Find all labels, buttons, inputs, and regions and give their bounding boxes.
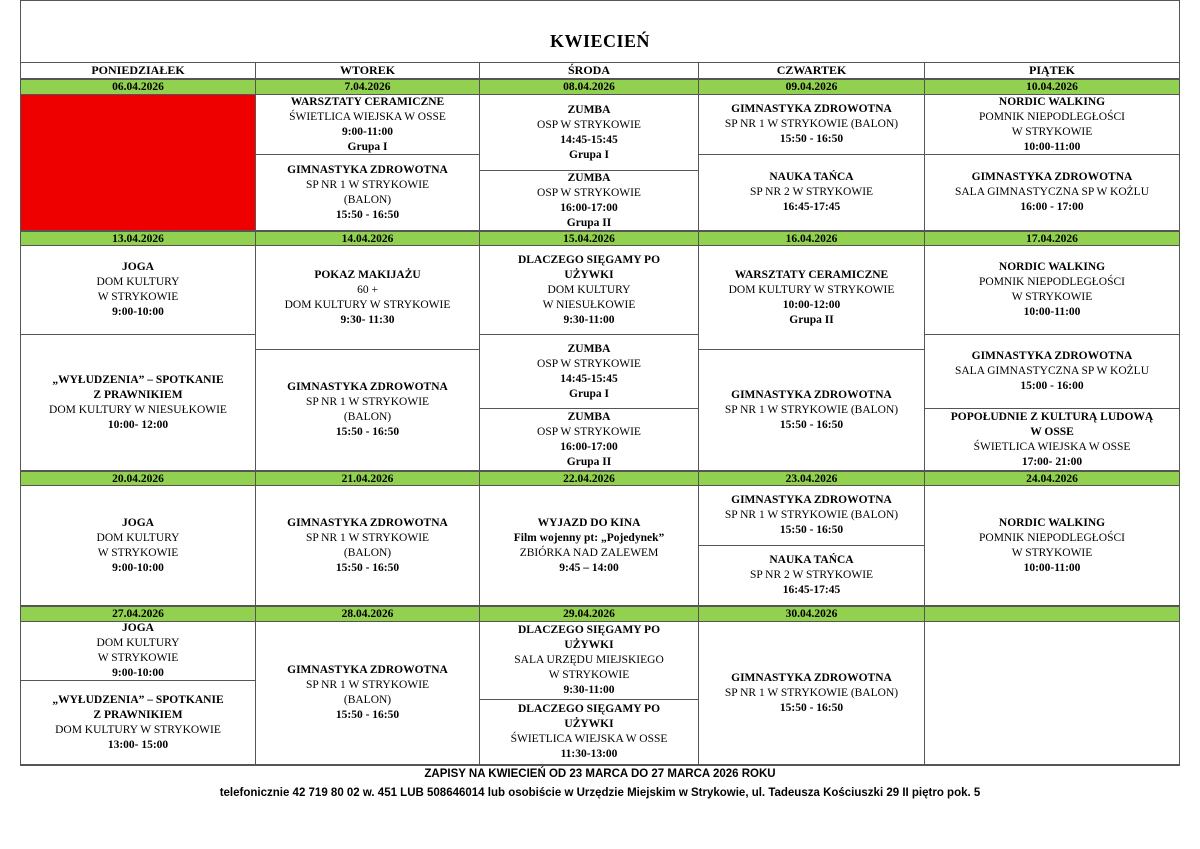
event-title: NORDIC WALKING (998, 95, 1106, 108)
event-group: Grupa II (566, 455, 612, 468)
event-title: ZUMBA (567, 410, 611, 423)
day-header-wednesday: ŚRODA (480, 63, 699, 79)
event-cell (699, 486, 925, 546)
event-cell (21, 246, 256, 335)
event-place-line2: W STRYKOWIE (1011, 546, 1093, 559)
date-band: 23.04.2026 (699, 471, 925, 486)
event-place: DOM KULTURY (96, 637, 180, 649)
event-place: ŚWIETLICA WIEJSKA W OSSE (510, 733, 668, 745)
event-time: 9:45 – 14:00 (559, 561, 619, 574)
event-time: 13:00- 15:00 (107, 738, 169, 751)
event-time: 14:45-15:45 (560, 372, 618, 385)
date-band: 14.04.2026 (256, 231, 480, 246)
event-time: 15:50 - 16:50 (335, 208, 400, 221)
date-band: 7.04.2026 (256, 79, 480, 95)
event-place: SP NR 1 W STRYKOWIE (305, 679, 430, 691)
event-time: 9:30- 11:30 (340, 313, 395, 326)
event-cell (925, 335, 1179, 409)
event-time: 10:00-11:00 (1023, 561, 1081, 574)
event-place: SALA GIMNASTYCZNA SP W KOŻLU (954, 365, 1150, 377)
event-title: GIMNASTYKA ZDROWOTNA (731, 103, 892, 115)
event-place: DOM KULTURY (96, 531, 180, 544)
month-title: KWIECIEŃ (21, 1, 1179, 63)
event-place-line2: DOM KULTURY W STRYKOWIE (284, 298, 451, 311)
event-time: 9:30-11:00 (563, 313, 615, 326)
contact-info: telefonicznie 42 719 80 02 w. 451 LUB 508646014 lub osobiście w Urzędzie Miejskim w Strykowie, ul. Tadeusza Kościuszki 29 II piętro pok. 5 (219, 787, 981, 799)
event-place-line2: (BALON) (343, 694, 392, 706)
event-title: GIMNASTYKA ZDROWOTNA (287, 516, 448, 529)
event-time: 15:50 - 16:50 (335, 709, 400, 721)
event-cell (699, 622, 925, 765)
event-place-line2: W NIESUŁKOWIE (542, 298, 636, 311)
date-band: 09.04.2026 (699, 79, 925, 95)
date-band: 10.04.2026 (925, 79, 1179, 95)
event-cell (480, 95, 699, 171)
event-place: SALA URZĘDU MIEJSKIEGO (514, 654, 664, 666)
event-place-line2: W STRYKOWIE (97, 546, 179, 559)
date-band: 21.04.2026 (256, 471, 480, 486)
date-band: 30.04.2026 (699, 606, 925, 622)
event-title: WYJAZD DO KINA (537, 516, 641, 529)
date-band: 15.04.2026 (480, 231, 699, 246)
event-group: Grupa I (569, 387, 609, 400)
event-title: „WYŁUDZENIA” – SPOTKANIE (52, 373, 224, 386)
event-cell (480, 486, 699, 606)
event-place: ZBIÓRKA NAD ZALEWEM (519, 546, 659, 559)
event-cell (699, 546, 925, 606)
event-time: 15:50 - 16:50 (335, 426, 400, 438)
event-place: SP NR 1 W STRYKOWIE (305, 531, 430, 544)
event-title: NAUKA TAŃCA (769, 554, 854, 566)
event-subtitle: Z PRAWNIKIEM (93, 708, 183, 721)
event-cell (480, 409, 699, 471)
event-time: 14:45-15:45 (560, 133, 618, 146)
event-cell (256, 486, 480, 606)
event-cell (480, 700, 699, 765)
event-title: NAUKA TAŃCA (769, 171, 854, 183)
event-title: DLACZEGO SIĘGAMY PO (517, 624, 661, 636)
event-time: 15:50 - 16:50 (335, 561, 400, 574)
event-time: 11:30-13:00 (560, 748, 618, 760)
event-place-line2: (BALON) (343, 193, 392, 206)
event-place-line2: W STRYKOWIE (1011, 125, 1093, 138)
event-time: 9:00-10:00 (112, 667, 164, 679)
event-cell (480, 622, 699, 700)
event-time: 17:00- 21:00 (1021, 455, 1083, 468)
date-band: 27.04.2026 (21, 606, 256, 622)
event-time: 10:00-11:00 (1023, 306, 1081, 318)
event-place: OSP W STRYKOWIE (537, 118, 641, 131)
event-time: 9:30-11:00 (563, 684, 615, 696)
event-group: Grupa II (566, 216, 612, 229)
event-cell (480, 335, 699, 409)
event-place: SP NR 1 W STRYKOWIE (BALON) (724, 118, 899, 130)
event-title: DLACZEGO SIĘGAMY PO (517, 703, 661, 715)
event-title: WARSZTATY CERAMICZNE (734, 268, 889, 281)
event-time: 15:50 - 16:50 (779, 133, 844, 145)
event-place: POMNIK NIEPODLEGŁOŚCI (979, 531, 1125, 544)
holiday-cell (21, 95, 256, 231)
event-place: SP NR 2 W STRYKOWIE (749, 186, 874, 198)
event-title: NORDIC WALKING (998, 261, 1106, 273)
event-place: SP NR 1 W STRYKOWIE (305, 396, 430, 408)
event-place: DOM KULTURY W STRYKOWIE (55, 723, 221, 736)
day-header-thursday: CZWARTEK (699, 63, 925, 79)
event-title: DLACZEGO SIĘGAMY PO (517, 253, 661, 266)
event-time: 15:50 - 16:50 (779, 418, 844, 431)
event-title: JOGA (122, 622, 154, 634)
event-cell (21, 681, 256, 765)
event-title: POPOŁUDNIE Z KULTURĄ LUDOWĄ (950, 410, 1154, 423)
event-cell (21, 486, 256, 606)
event-place: ŚWIETLICA WIEJSKA W OSSE (289, 110, 446, 123)
event-cell (699, 246, 925, 350)
schedule-sheet (20, 0, 1180, 766)
event-title: JOGA (122, 261, 154, 273)
event-place: 60 + (357, 283, 378, 296)
empty-cell (925, 622, 1179, 765)
event-subtitle: UŻYWKI (564, 268, 614, 281)
event-title: ZUMBA (567, 103, 611, 116)
event-time: 10:00-11:00 (1023, 140, 1081, 153)
event-cell (21, 335, 256, 471)
event-time: 16:00 - 17:00 (1020, 201, 1084, 213)
event-subtitle: Z PRAWNIKIEM (93, 388, 183, 401)
event-place: SP NR 2 W STRYKOWIE (749, 569, 874, 581)
event-title: GIMNASTYKA ZDROWOTNA (731, 494, 892, 506)
event-subtitle: W OSSE (1030, 425, 1074, 438)
event-cell (256, 246, 480, 350)
event-time: 16:45-17:45 (782, 584, 841, 596)
date-band: 20.04.2026 (21, 471, 256, 486)
event-place: SALA GIMNASTYCZNA SP W KOŻLU (954, 186, 1150, 198)
event-time: 9:00-11:00 (341, 125, 394, 138)
event-place: POMNIK NIEPODLEGŁOŚCI (979, 276, 1125, 288)
event-title: GIMNASTYKA ZDROWOTNA (731, 388, 892, 401)
date-band: 24.04.2026 (925, 471, 1179, 486)
date-band: 29.04.2026 (480, 606, 699, 622)
event-place: OSP W STRYKOWIE (537, 186, 641, 199)
event-place-line2: W STRYKOWIE (548, 669, 630, 681)
event-title: POKAZ MAKIJAŻU (314, 268, 421, 281)
date-band: 08.04.2026 (480, 79, 699, 95)
event-place: SP NR 1 W STRYKOWIE (BALON) (724, 686, 899, 699)
event-group: Grupa II (789, 313, 834, 326)
event-time: 9:00-10:00 (112, 306, 164, 318)
event-subtitle: UŻYWKI (564, 639, 614, 651)
registration-note: ZAPISY NA KWIECIEŃ OD 23 MARCA DO 27 MARCA 2026 ROKU (424, 768, 776, 780)
event-cell (925, 246, 1179, 335)
event-place: DOM KULTURY (96, 276, 180, 288)
event-place: POMNIK NIEPODLEGŁOŚCI (979, 110, 1125, 123)
event-title: GIMNASTYKA ZDROWOTNA (287, 163, 448, 176)
date-band: 16.04.2026 (699, 231, 925, 246)
event-time: 16:00-17:00 (560, 201, 618, 214)
event-place: OSP W STRYKOWIE (537, 425, 641, 438)
event-time: 10:00- 12:00 (107, 418, 169, 431)
event-place-line2: (BALON) (343, 546, 392, 559)
event-place-line2: W STRYKOWIE (1011, 291, 1093, 303)
event-cell (256, 350, 480, 471)
date-band: 13.04.2026 (21, 231, 256, 246)
event-cell (256, 622, 480, 765)
event-title: GIMNASTYKA ZDROWOTNA (731, 671, 892, 684)
event-cell (925, 486, 1179, 606)
event-cell (480, 171, 699, 231)
date-band: 17.04.2026 (925, 231, 1179, 246)
event-time: 9:00-10:00 (112, 561, 164, 574)
date-band: 28.04.2026 (256, 606, 480, 622)
event-group: Grupa I (569, 148, 609, 161)
event-place-line2: W STRYKOWIE (97, 291, 179, 303)
event-place: SP NR 1 W STRYKOWIE (BALON) (724, 509, 899, 521)
event-time: 16:00-17:00 (560, 440, 618, 453)
event-cell (699, 155, 925, 231)
event-cell (21, 622, 256, 681)
event-place: ŚWIETLICA WIEJSKA W OSSE (973, 440, 1131, 453)
event-place: DOM KULTURY (547, 283, 631, 296)
event-cell (925, 95, 1179, 155)
day-header-tuesday: WTOREK (256, 63, 480, 79)
event-title: GIMNASTYKA ZDROWOTNA (287, 381, 448, 393)
event-place-line2: (BALON) (343, 411, 392, 423)
event-time: 10:00-12:00 (782, 298, 841, 311)
event-title: GIMNASTYKA ZDROWOTNA (971, 350, 1133, 362)
event-time: 15:50 - 16:50 (779, 701, 844, 714)
event-place-line2: W STRYKOWIE (97, 652, 179, 664)
event-place: SP NR 1 W STRYKOWIE (305, 178, 430, 191)
event-place: SP NR 1 W STRYKOWIE (BALON) (724, 403, 899, 416)
event-title: GIMNASTYKA ZDROWOTNA (287, 664, 448, 676)
event-cell (256, 155, 480, 231)
event-cell (480, 246, 699, 335)
event-subtitle: UŻYWKI (564, 718, 614, 730)
date-band (925, 606, 1179, 622)
event-cell (699, 350, 925, 471)
event-cell (256, 95, 480, 155)
event-place: DOM KULTURY W STRYKOWIE (728, 283, 895, 296)
event-title: NORDIC WALKING (998, 516, 1106, 529)
day-header-monday: PONIEDZIAŁEK (21, 63, 256, 79)
date-band: 06.04.2026 (21, 79, 256, 95)
event-group: Grupa I (347, 140, 388, 153)
event-title: JOGA (122, 516, 154, 529)
event-title: GIMNASTYKA ZDROWOTNA (971, 171, 1133, 183)
event-title: „WYŁUDZENIA” – SPOTKANIE (52, 693, 224, 706)
event-place: OSP W STRYKOWIE (537, 357, 641, 370)
date-band: 22.04.2026 (480, 471, 699, 486)
event-time: 15:50 - 16:50 (779, 524, 844, 536)
event-time: 16:45-17:45 (782, 201, 841, 213)
event-title: WARSZTATY CERAMICZNE (290, 95, 445, 108)
day-header-friday: PIĄTEK (925, 63, 1179, 79)
event-cell (925, 155, 1179, 231)
event-cell (925, 409, 1179, 471)
event-place: DOM KULTURY W NIESUŁKOWIE (49, 403, 227, 416)
event-time: 15:00 - 16:00 (1020, 380, 1084, 392)
event-subtitle: Film wojenny pt: „Pojedynek” (513, 531, 665, 544)
event-cell (699, 95, 925, 155)
event-title: ZUMBA (567, 342, 611, 355)
event-title: ZUMBA (567, 171, 611, 184)
